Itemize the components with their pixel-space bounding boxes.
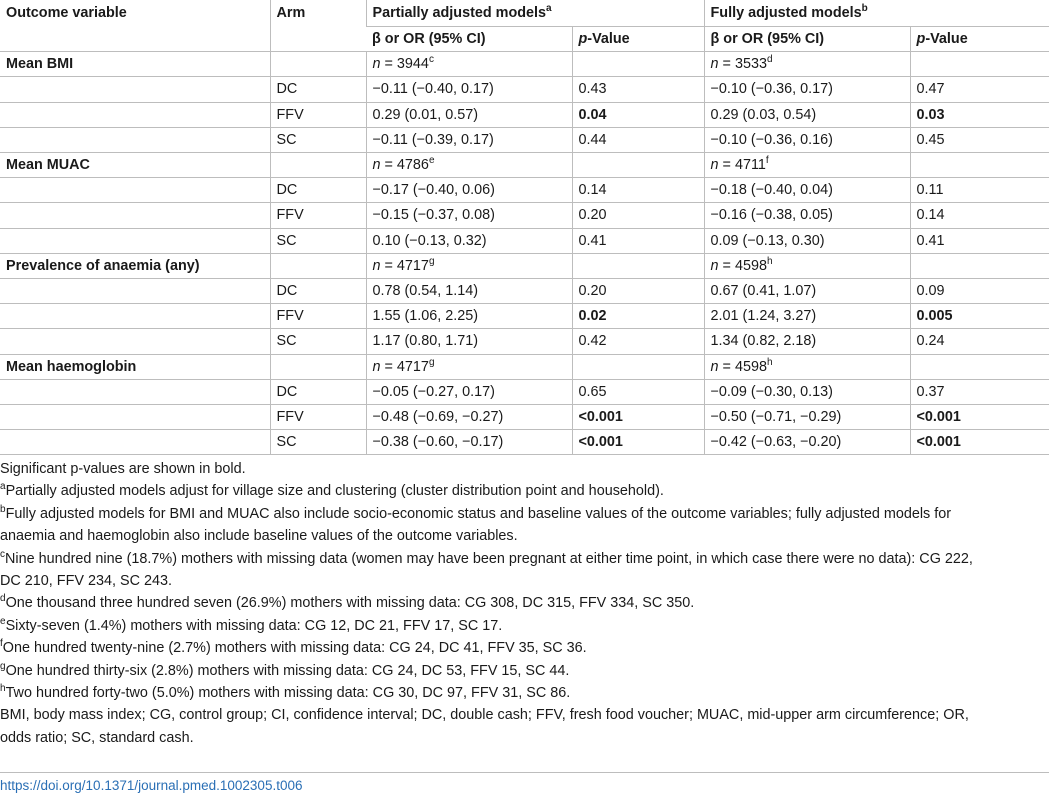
partial-ci-cell: 0.29 (0.01, 0.57) bbox=[366, 102, 572, 127]
full-p-cell: 0.11 bbox=[910, 178, 1049, 203]
outcome-title: Mean BMI bbox=[0, 52, 270, 77]
table-row bbox=[0, 405, 1049, 430]
p-empty bbox=[910, 52, 1049, 77]
group-row bbox=[0, 253, 1049, 278]
note-f: $^f$One hundred twenty-nine (2.7%) mothers with missing data: CG 24, DC 41, FFV 35, SC 36. bbox=[0, 638, 587, 657]
outcome-empty bbox=[0, 77, 270, 102]
outcome-empty bbox=[0, 405, 270, 430]
header-beta-partial: β or OR (95% CI) bbox=[366, 27, 572, 52]
partial-p-cell: 0.20 bbox=[572, 203, 704, 228]
partial-ci-cell: −0.38 (−0.60, −0.17) bbox=[366, 430, 572, 455]
n-full: $n = 4711^f$ bbox=[704, 153, 910, 178]
full-p-cell: 0.24 bbox=[910, 329, 1049, 354]
outcome-empty bbox=[0, 203, 270, 228]
full-p-cell: 0.14 bbox=[910, 203, 1049, 228]
table-row bbox=[0, 304, 1049, 329]
note-b: $^b$Fully adjusted models for BMI and MUAC also include socio-economic status and baseline values of the outcome variables; fully adjusted models for anaemia and haemoglobin also include baseline values of the outcome variables. bbox=[0, 504, 952, 545]
partial-ci-cell: −0.05 (−0.27, 0.17) bbox=[366, 379, 572, 404]
arm-cell: DC bbox=[270, 279, 366, 304]
note-h: $^h$Two hundred forty-two (5.0%) mothers with missing data: CG 30, DC 97, FFV 31, SC 86. bbox=[0, 683, 571, 702]
full-p-cell: 0.41 bbox=[910, 228, 1049, 253]
outcome-title: Mean MUAC bbox=[0, 153, 270, 178]
arm-empty bbox=[270, 153, 366, 178]
group-row bbox=[0, 52, 1049, 77]
header-arm: Arm bbox=[270, 0, 366, 52]
arm-cell: DC bbox=[270, 178, 366, 203]
full-p-cell: 0.45 bbox=[910, 127, 1049, 152]
partial-p-cell: <0.001 bbox=[572, 405, 704, 430]
note-g: $^g$One hundred thirty-six (2.8%) mothers with missing data: CG 24, DC 53, FFV 15, SC 44. bbox=[0, 660, 570, 679]
arm-cell: FFV bbox=[270, 304, 366, 329]
arm-cell: SC bbox=[270, 329, 366, 354]
full-ci-cell: −0.16 (−0.38, 0.05) bbox=[704, 203, 910, 228]
full-ci-cell: −0.10 (−0.36, 0.16) bbox=[704, 127, 910, 152]
outcome-empty bbox=[0, 127, 270, 152]
partial-p-cell: 0.20 bbox=[572, 279, 704, 304]
full-ci-cell: 0.09 (−0.13, 0.30) bbox=[704, 228, 910, 253]
arm-cell: FFV bbox=[270, 405, 366, 430]
partial-ci-cell: 0.78 (0.54, 1.14) bbox=[366, 279, 572, 304]
partial-ci-cell: −0.48 (−0.69, −0.27) bbox=[366, 405, 572, 430]
arm-empty bbox=[270, 253, 366, 278]
full-p-cell: 0.03 bbox=[910, 102, 1049, 127]
arm-empty bbox=[270, 52, 366, 77]
note-a: $^a$Partially adjusted models adjust for village size and clustering (cluster distribution point and household). bbox=[0, 481, 664, 500]
outcome-empty bbox=[0, 279, 270, 304]
partial-ci-cell: −0.11 (−0.39, 0.17) bbox=[366, 127, 572, 152]
p-empty bbox=[572, 253, 704, 278]
partial-p-cell: 0.02 bbox=[572, 304, 704, 329]
note-c: $^c$Nine hundred nine (18.7%) mothers with missing data (women may have been pregnant at either time point, in which case there were no data): CG 222, DC 210, FFV 234, SC 243. bbox=[0, 548, 973, 590]
outcome-title: Mean haemoglobin bbox=[0, 354, 270, 379]
full-ci-cell: −0.10 (−0.36, 0.17) bbox=[704, 77, 910, 102]
outcome-empty bbox=[0, 178, 270, 203]
partial-ci-cell: 1.17 (0.80, 1.71) bbox=[366, 329, 572, 354]
header-pvalue-full: p-Value bbox=[910, 27, 1049, 52]
table-row bbox=[0, 77, 1049, 102]
partial-p-cell: 0.41 bbox=[572, 228, 704, 253]
partial-p-cell: 0.04 bbox=[572, 102, 704, 127]
table-row bbox=[0, 203, 1049, 228]
note-significance: Significant p-values are shown in bold. bbox=[0, 461, 246, 477]
header-pvalue-partial: p-Value bbox=[572, 27, 704, 52]
n-partial: $n = 4717^g$ bbox=[366, 354, 572, 379]
full-ci-cell: −0.09 (−0.30, 0.13) bbox=[704, 379, 910, 404]
table-row bbox=[0, 279, 1049, 304]
n-full: $n = 4598^h$ bbox=[704, 253, 910, 278]
n-partial: $n = 4717^g$ bbox=[366, 253, 572, 278]
partial-p-cell: 0.42 bbox=[572, 329, 704, 354]
partial-p-cell: 0.14 bbox=[572, 178, 704, 203]
outcome-empty bbox=[0, 329, 270, 354]
arm-empty bbox=[270, 354, 366, 379]
header-partially-adjusted: Partially adjusted models$^a$ bbox=[366, 0, 704, 27]
arm-cell: SC bbox=[270, 228, 366, 253]
partial-p-cell: 0.43 bbox=[572, 77, 704, 102]
full-ci-cell: 0.29 (0.03, 0.54) bbox=[704, 102, 910, 127]
p-empty bbox=[572, 153, 704, 178]
table-footnotes bbox=[0, 458, 1040, 749]
full-ci-cell: 0.67 (0.41, 1.07) bbox=[704, 279, 910, 304]
table-row bbox=[0, 329, 1049, 354]
full-p-cell: <0.001 bbox=[910, 430, 1049, 455]
arm-cell: DC bbox=[270, 77, 366, 102]
note-e: $^e$Sixty-seven (1.4%) mothers with missing data: CG 12, DC 21, FFV 17, SC 17. bbox=[0, 616, 503, 634]
full-p-cell: 0.37 bbox=[910, 379, 1049, 404]
outcome-empty bbox=[0, 430, 270, 455]
arm-cell: DC bbox=[270, 379, 366, 404]
group-row bbox=[0, 153, 1049, 178]
full-p-cell: 0.005 bbox=[910, 304, 1049, 329]
note-d: $^d$One thousand three hundred seven (26.9%) mothers with missing data: CG 308, DC 315, FFV 334, SC 350. bbox=[0, 593, 695, 612]
full-ci-cell: −0.42 (−0.63, −0.20) bbox=[704, 430, 910, 455]
group-row bbox=[0, 354, 1049, 379]
outcome-empty bbox=[0, 304, 270, 329]
partial-ci-cell: −0.15 (−0.37, 0.08) bbox=[366, 203, 572, 228]
full-ci-cell: 1.34 (0.82, 2.18) bbox=[704, 329, 910, 354]
header-outcome: Outcome variable bbox=[0, 0, 270, 52]
arm-cell: FFV bbox=[270, 102, 366, 127]
table-row bbox=[0, 379, 1049, 404]
full-p-cell: 0.09 bbox=[910, 279, 1049, 304]
doi-link[interactable]: https://doi.org/10.1371/journal.pmed.1002305.t006 bbox=[0, 772, 1049, 793]
arm-cell: FFV bbox=[270, 203, 366, 228]
n-partial: $n = 4786^e$ bbox=[366, 153, 572, 178]
p-empty bbox=[572, 52, 704, 77]
p-empty bbox=[910, 354, 1049, 379]
table-row bbox=[0, 102, 1049, 127]
table-row bbox=[0, 127, 1049, 152]
partial-ci-cell: −0.17 (−0.40, 0.06) bbox=[366, 178, 572, 203]
outcome-title: Prevalence of anaemia (any) bbox=[0, 253, 270, 278]
n-full: $n = 4598^h$ bbox=[704, 354, 910, 379]
n-full: $n = 3533^d$ bbox=[704, 52, 910, 77]
arm-cell: SC bbox=[270, 430, 366, 455]
full-ci-cell: −0.18 (−0.40, 0.04) bbox=[704, 178, 910, 203]
p-empty bbox=[910, 253, 1049, 278]
table-row bbox=[0, 430, 1049, 455]
n-partial: $n = 3944^c$ bbox=[366, 52, 572, 77]
outcome-empty bbox=[0, 102, 270, 127]
header-fully-adjusted: Fully adjusted models$^b$ bbox=[704, 0, 1049, 27]
partial-p-cell: <0.001 bbox=[572, 430, 704, 455]
arm-cell: SC bbox=[270, 127, 366, 152]
outcome-empty bbox=[0, 228, 270, 253]
note-abbreviations: BMI, body mass index; CG, control group; CI, confidence interval; DC, double cash; FFV, fresh food voucher; MUAC, mid-upper arm circumference; OR, odds ratio; SC, standard cash. bbox=[0, 707, 969, 746]
partial-ci-cell: 1.55 (1.06, 2.25) bbox=[366, 304, 572, 329]
table-row bbox=[0, 178, 1049, 203]
full-p-cell: 0.47 bbox=[910, 77, 1049, 102]
full-p-cell: <0.001 bbox=[910, 405, 1049, 430]
p-empty bbox=[910, 153, 1049, 178]
header-beta-full: β or OR (95% CI) bbox=[704, 27, 910, 52]
partial-p-cell: 0.44 bbox=[572, 127, 704, 152]
outcome-empty bbox=[0, 379, 270, 404]
full-ci-cell: 2.01 (1.24, 3.27) bbox=[704, 304, 910, 329]
full-ci-cell: −0.50 (−0.71, −0.29) bbox=[704, 405, 910, 430]
partial-ci-cell: 0.10 (−0.13, 0.32) bbox=[366, 228, 572, 253]
table-row bbox=[0, 228, 1049, 253]
partial-ci-cell: −0.11 (−0.40, 0.17) bbox=[366, 77, 572, 102]
partial-p-cell: 0.65 bbox=[572, 379, 704, 404]
p-empty bbox=[572, 354, 704, 379]
